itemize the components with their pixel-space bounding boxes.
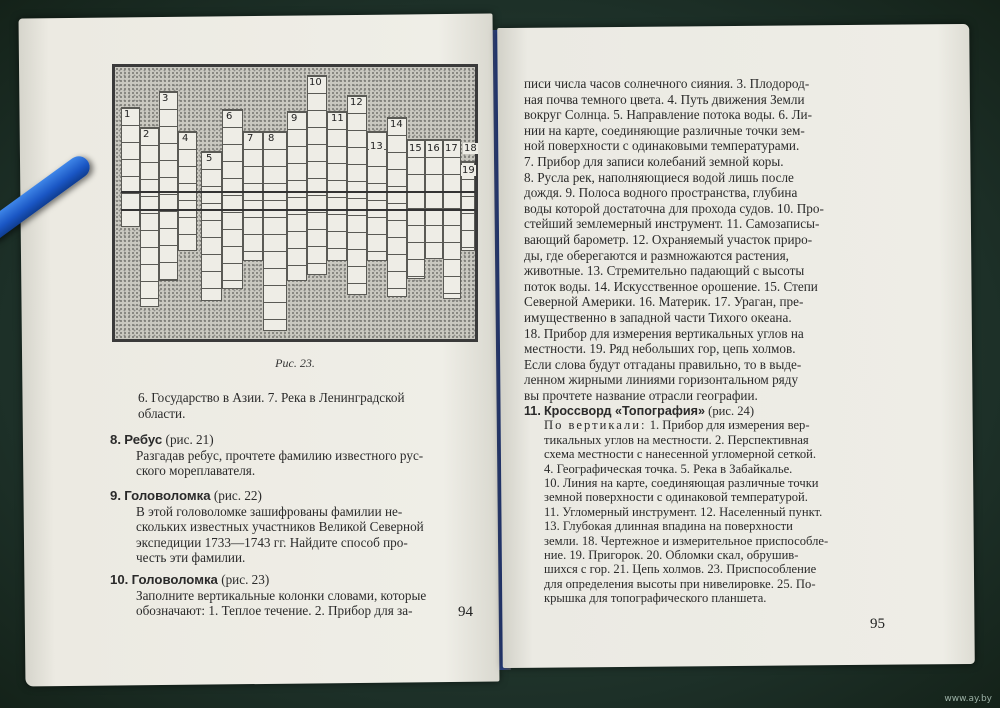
clue-number: 16 bbox=[427, 143, 440, 154]
text-line: земной поверхности с одинаковой температурой. bbox=[544, 490, 808, 505]
clue-number: 12 bbox=[350, 97, 363, 108]
crossword-column bbox=[263, 131, 287, 331]
item-9 bbox=[110, 488, 480, 566]
clue-number: 6 bbox=[226, 111, 233, 122]
text-line: области. bbox=[138, 405, 186, 421]
text-line: вокруг Солнца. 5. Направление потока воды. 6. Ли- bbox=[524, 107, 812, 123]
clue-number: 19 bbox=[462, 165, 475, 176]
text-line: скольких известных участников Великой Северной bbox=[136, 519, 424, 535]
clue-number: 1 bbox=[124, 109, 131, 120]
text-line: 8. Русла рек, наполняющиеся водой лишь после bbox=[524, 169, 794, 185]
crossword-column bbox=[140, 127, 159, 307]
text-line: Северной Америки. 16. Материк. 17. Ураган, пре- bbox=[524, 294, 804, 310]
text-line: обозначают: 1. Теплое течение. 2. Прибор для за- bbox=[136, 603, 413, 619]
crossword-figure bbox=[112, 64, 478, 342]
text-line: воды которой достаточна для прохода судов. 10. Про- bbox=[524, 200, 824, 216]
text-line: Заполните вертикальные колонки словами, которые bbox=[136, 587, 427, 603]
item-11 bbox=[524, 404, 964, 606]
text-line: нии на карте, соединяющие различные точки зем- bbox=[524, 122, 805, 138]
clue-number: 10 bbox=[309, 77, 322, 88]
text-line: местности. 19. Ряд небольших гор, цепь холмов. bbox=[524, 341, 796, 357]
text-line: 10. Линия на карте, соединяющая различные точки bbox=[544, 476, 819, 491]
text-line: честь эти фамилии. bbox=[136, 550, 246, 566]
text-line: шихся с гор. 21. Цепь холмов. 23. Приспособление bbox=[544, 562, 817, 577]
clue-number: 14 bbox=[390, 119, 403, 130]
text-line: ского мореплавателя. bbox=[136, 463, 256, 479]
clue-number: 15 bbox=[409, 143, 422, 154]
clue-number: 3 bbox=[162, 93, 169, 104]
crossword-column bbox=[159, 91, 178, 281]
text-line: тикальных углов на местности. 2. Перспективная bbox=[544, 432, 809, 447]
text-line: 1. Прибор для измерения вер- bbox=[649, 418, 810, 433]
text-line: 7. Прибор для записи колебаний земной коры. bbox=[524, 153, 784, 169]
text-line: 13. Глубокая длинная впадина на поверхности bbox=[544, 519, 793, 534]
item-title: Кроссворд «Топография» bbox=[543, 404, 705, 418]
figure-caption: Рис. 23. bbox=[275, 356, 315, 370]
item-number: 9. bbox=[110, 488, 121, 503]
text-line: Если слова будут отгаданы правильно, то в выде- bbox=[524, 356, 802, 372]
item-ref: (рис. 24) bbox=[708, 404, 755, 418]
text-line: 18. Прибор для измерения вертикальных углов на bbox=[524, 325, 804, 341]
text-line: 4. Географическая точка. 5. Река в Забайкалье. bbox=[544, 461, 793, 476]
text-line: стейший землемерный инструмент. 11. Самозаписы- bbox=[524, 216, 820, 232]
item-6-7-text bbox=[138, 390, 478, 421]
item-title: Головоломка bbox=[131, 572, 218, 587]
text-line: схема местности с нанесенной угломерной сеткой. bbox=[544, 447, 817, 462]
text-line: В этой головоломке зашифрованы фамилии не- bbox=[136, 503, 403, 519]
text-line: Разгадав ребус, прочтете фамилию известного рус- bbox=[136, 447, 424, 463]
clue-number: 2 bbox=[143, 129, 150, 140]
section-heading: По вертикали: bbox=[544, 418, 647, 433]
clue-number: 7 bbox=[247, 133, 254, 144]
text-line: вающий барометр. 12. Охраняемый участок приро- bbox=[524, 231, 813, 247]
text-line: вы прочтете название отрасли географии. bbox=[524, 387, 758, 403]
crossword-column bbox=[327, 111, 347, 261]
clues-continuation bbox=[524, 76, 964, 403]
text-line: имущественно в западной части Тихого океана. bbox=[524, 309, 792, 325]
text-line: для определения высоты при нивелировке. 25. По- bbox=[544, 576, 816, 591]
item-number: 11. bbox=[524, 404, 541, 418]
text-line: ды, где оберегаются и размножаются растения, bbox=[524, 247, 789, 263]
item-ref: (рис. 21) bbox=[165, 432, 214, 447]
page-number-right: 95 bbox=[870, 616, 885, 632]
text-line: писи числа часов солнечного сияния. 3. Плодород- bbox=[524, 76, 810, 91]
text-line: ленном жирными линиями горизонтальном ряду bbox=[524, 372, 799, 388]
crossword-column bbox=[201, 151, 222, 301]
text-line: ная почва темного цвета. 4. Путь движения Земли bbox=[524, 91, 805, 107]
item-8 bbox=[110, 432, 480, 479]
item-ref: (рис. 23) bbox=[221, 572, 270, 587]
crossword-highlight-row bbox=[121, 191, 475, 211]
crossword-column bbox=[307, 75, 327, 275]
item-title: Головоломка bbox=[124, 488, 211, 503]
clue-number: 13 bbox=[370, 141, 383, 152]
text-line: экспедиции 1733—1743 гг. Найдите способ про- bbox=[136, 534, 408, 550]
page-number-left: 94 bbox=[458, 604, 473, 620]
watermark: www.ay.by bbox=[944, 694, 992, 704]
clue-number: 9 bbox=[291, 113, 298, 124]
item-number: 8. bbox=[110, 432, 121, 447]
text-line: 11. Угломерный инструмент. 12. Населенный пункт. bbox=[544, 504, 823, 519]
clue-number: 11 bbox=[331, 113, 344, 124]
clue-number: 18 bbox=[464, 143, 477, 154]
clue-number: 5 bbox=[206, 153, 213, 164]
text-line: ние. 19. Пригорок. 20. Обломки скал, обрушив- bbox=[544, 548, 799, 563]
text-line: животные. 13. Стремительно падающий с высоты bbox=[524, 263, 805, 279]
clue-number: 4 bbox=[182, 133, 189, 144]
text-line: поток воды. 14. Искусственное орошение. 15. Степи bbox=[524, 278, 818, 294]
item-title: Ребус bbox=[124, 432, 163, 447]
item-number: 10. bbox=[110, 572, 129, 587]
clue-number: 8 bbox=[268, 133, 275, 144]
item-10 bbox=[110, 572, 480, 619]
text-line: дождя. 9. Полоса водного пространства, глубина bbox=[524, 185, 798, 201]
clue-number: 17 bbox=[445, 143, 458, 154]
text-line: земли. 18. Чертежное и измерительное приспособле- bbox=[544, 533, 829, 548]
item-ref: (рис. 22) bbox=[213, 488, 262, 503]
text-line: ной поверхности с одинаковыми температурами. bbox=[524, 138, 800, 154]
crossword-column bbox=[443, 139, 461, 299]
text-line: крышка для топографического планшета. bbox=[544, 591, 767, 606]
text-line: 6. Государство в Азии. 7. Река в Ленинградской bbox=[138, 390, 405, 405]
